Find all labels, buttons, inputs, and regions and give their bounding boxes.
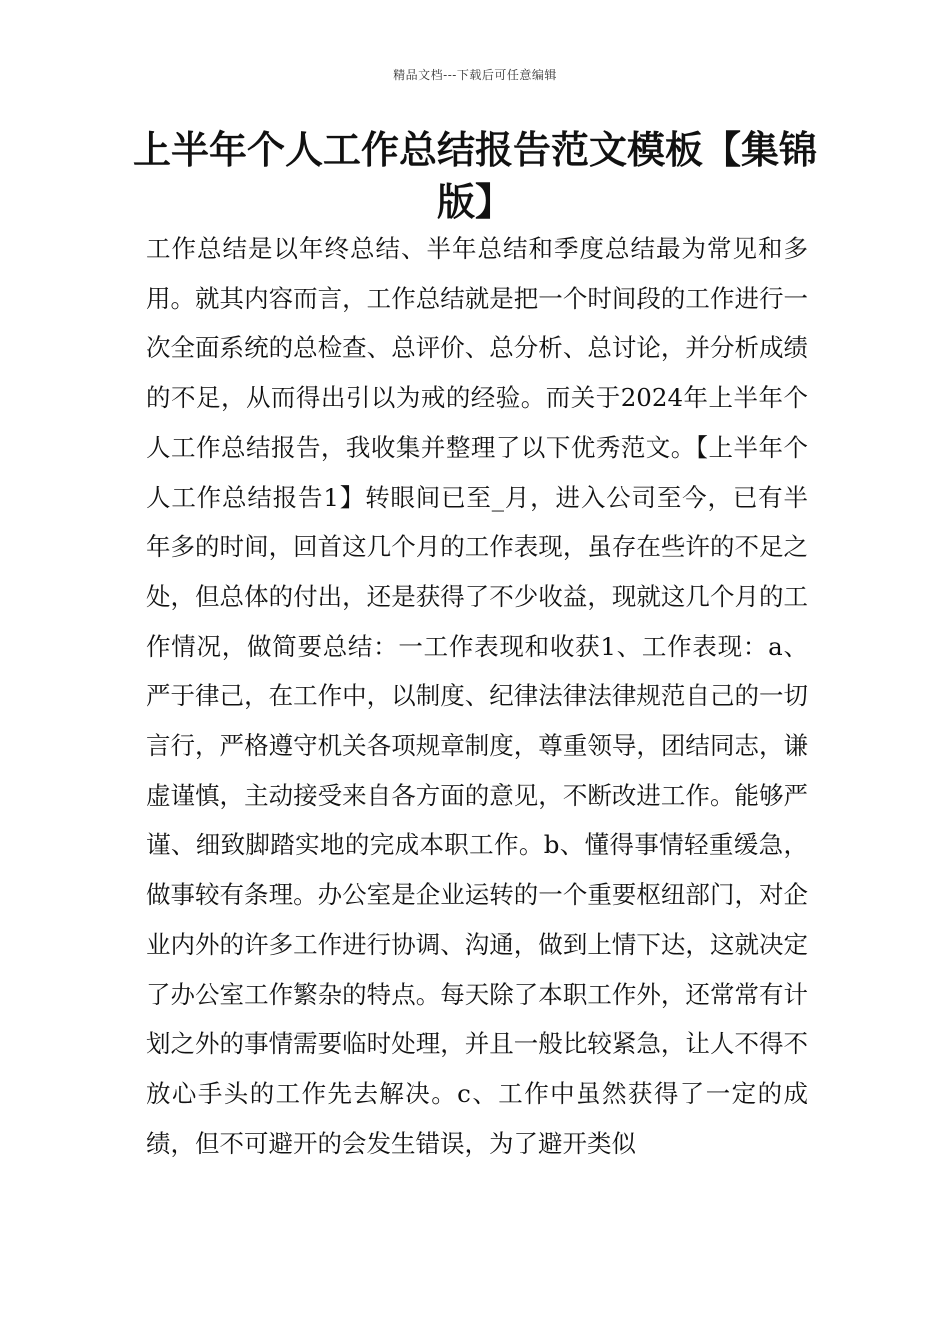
header-note: 精品文档---下载后可任意编辑 <box>393 68 557 82</box>
document-title: 上半年个人工作总结报告范文模板【集锦版】 <box>132 128 817 224</box>
document-body-text: 工作总结是以年终总结、半年总结和季度总结最为常见和多用。就其内容而言，工作总结就是把一个时间段的工作进行一次全面系统的总检查、总评价、总分析、总讨论，并分析成绩的不足，从而得出引以为戒的经验。而关于2024年上半年个人工作总结报告，我收集并整理了以下优秀范文。【上半年个人工作总结报告1】转眼间已至_月，进入公司至今，已有半年多的时间，回首这几个月的工作表现，虽存在些许的不足之处，但总体的付出，还是获得了不少收益，现就这几个月的工作情况，做简要总结：一工作表现和收获1、工作表现：a、严于律己，在工作中，以制度、纪律法律法律规范自己的一切言行，严格遵守机关各项规章制度，尊重领导，团结同志，谦虚谨慎，主动接受来自各方面的意见，不断改进工作。能够严谨、细致脚踏实地的完成本职工作。b、懂得事情轻重缓急，做事较有条理。办公室是企业运转的一个重要枢纽部门，对企业内外的许多工作进行协调、沟通，做到上情下达，这就决定了办公室工作繁杂的特点。每天除了本职工作外，还常常有计划之外的事情需要临时处理，并且一般比较紧急，让人不得不放心手头的工作先去解决。c、工作中虽然获得了一定的成绩，但不可避开的会发生错误，为了避开类似 <box>146 234 808 1158</box>
